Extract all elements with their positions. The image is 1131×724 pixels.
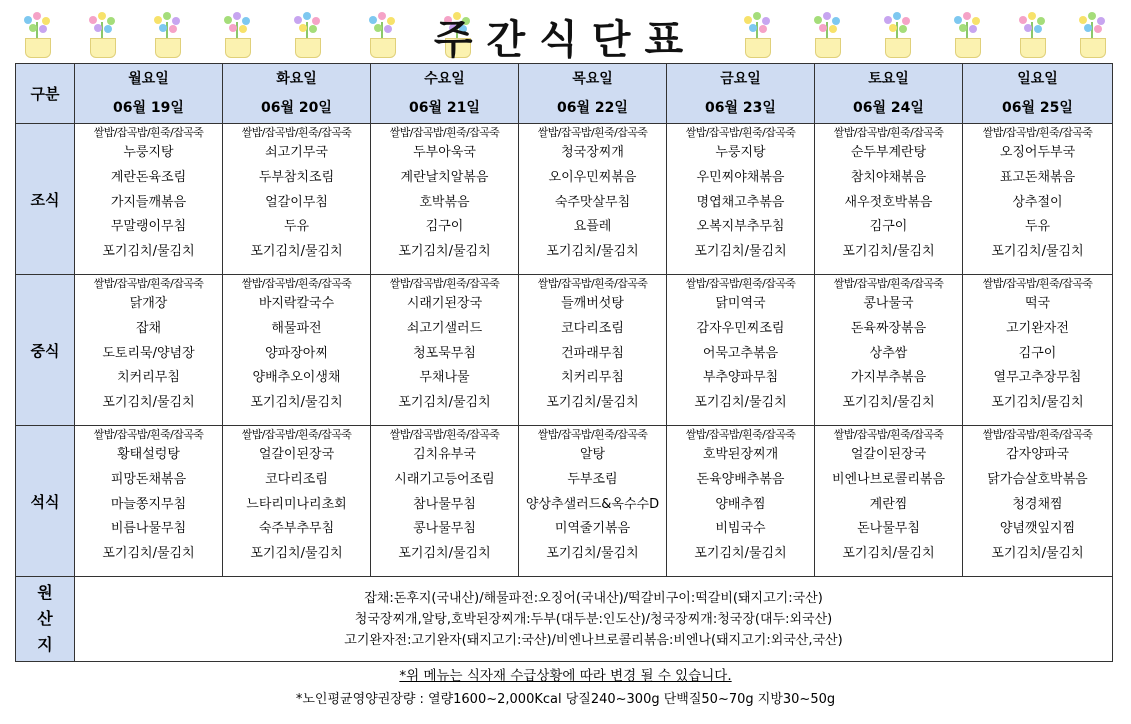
menu-item: 포기김치/물김치 [102,244,195,260]
menu-item: 오이우민찌볶음 [548,169,637,185]
menu-item: 순두부계란탕 [850,145,927,160]
menu-item: 명엽채고추볶음 [696,194,785,210]
rice-options: 쌀밥/잡곡밥/흰죽/잡곡죽 [93,126,204,139]
day-header-tue [223,64,371,124]
menu-item: 건파래무침 [561,345,624,361]
dinner-row [16,426,1113,577]
day-date: 06월 20일 [261,99,332,116]
menu-cell [75,124,223,275]
menu-item: 도토리묵/양념장 [102,345,195,361]
category-header: 구분 [16,64,75,124]
footer-note: *위 메뉴는 식자재 수급상황에 따라 변경 될 수 있습니다. [399,668,732,684]
menu-item: 쇠고기무국 [265,145,328,160]
rice-options: 쌀밥/잡곡밥/흰죽/잡곡죽 [241,428,352,441]
menu-item: 포기김치/물김치 [991,546,1084,562]
menu-item: 돈육양배추볶음 [696,471,785,487]
menu-item: 포기김치/물김치 [546,546,639,562]
menu-cell [223,275,371,426]
menu-item: 상추절이 [1012,194,1063,210]
menu-item: 포기김치/물김치 [102,395,195,411]
menu-item: 잡채 [135,320,162,336]
menu-item: 우민찌야채볶음 [696,169,785,185]
menu-item: 바지락칼국수 [258,296,335,311]
menu-item: 두부참치조림 [258,169,335,185]
rice-options: 쌀밥/잡곡밥/흰죽/잡곡죽 [537,277,648,290]
menu-item: 포기김치/물김치 [398,546,491,562]
menu-cell [519,275,667,426]
rice-options: 쌀밥/잡곡밥/흰죽/잡곡죽 [389,428,500,441]
menu-item: 포기김치/물김치 [694,395,787,411]
menu-item: 두유 [1024,219,1051,235]
menu-item: 표고돈채볶음 [999,169,1076,185]
menu-cell [519,124,667,275]
day-name: 화요일 [276,70,317,87]
day-header-sat [815,64,963,124]
menu-item: 숙주맛살무침 [554,194,631,210]
rice-options: 쌀밥/잡곡밥/흰죽/잡곡죽 [537,126,648,139]
day-header-thu [519,64,667,124]
menu-cell [519,426,667,577]
menu-item: 열무고추장무침 [993,370,1082,386]
menu-item: 고기완자전 [1006,320,1069,336]
menu-item: 어묵고추볶음 [702,345,779,361]
menu-item: 치커리무침 [561,370,624,386]
menu-cell [963,275,1113,426]
menu-item: 양배추찜 [715,496,766,512]
menu-item: 얼갈이된장국 [850,447,927,462]
menu-item: 가지들깨볶음 [110,194,187,210]
rice-options: 쌀밥/잡곡밥/흰죽/잡곡죽 [685,428,796,441]
rice-options: 쌀밥/잡곡밥/흰죽/잡곡죽 [241,126,352,139]
menu-item: 포기김치/물김치 [842,546,935,562]
menu-item: 코다리조림 [561,320,624,336]
rice-options: 쌀밥/잡곡밥/흰죽/잡곡죽 [982,277,1093,290]
menu-item: 비빔국수 [715,521,766,537]
day-name: 금요일 [720,70,761,87]
menu-cell [75,426,223,577]
origin-label-char: 산 [37,609,53,628]
menu-cell [667,124,815,275]
origin-row [16,577,1113,662]
menu-item: 호박볶음 [419,194,470,210]
breakfast-label: 조식 [16,124,75,275]
menu-item: 포기김치/물김치 [102,546,195,562]
rice-options: 쌀밥/잡곡밥/흰죽/잡곡죽 [389,277,500,290]
menu-item: 느타리미나리초회 [246,496,347,512]
rice-options: 쌀밥/잡곡밥/흰죽/잡곡죽 [389,126,500,139]
menu-item: 참치야채볶음 [850,169,927,185]
menu-item: 참나물무침 [413,496,476,512]
day-date: 06월 24일 [853,99,924,116]
day-name: 수요일 [424,70,465,87]
menu-item: 포기김치/물김치 [694,546,787,562]
menu-item: 감자우민찌조림 [696,320,785,336]
rice-options: 쌀밥/잡곡밥/흰죽/잡곡죽 [685,126,796,139]
rice-options: 쌀밥/잡곡밥/흰죽/잡곡죽 [982,428,1093,441]
origin-info [75,577,1113,662]
menu-item: 포기김치/물김치 [398,395,491,411]
menu-item: 양파장아찌 [265,345,328,361]
menu-item: 포기김치/물김치 [398,244,491,260]
menu-item: 부추양파무침 [702,370,779,386]
menu-cell [371,124,519,275]
menu-item: 포기김치/물김치 [842,395,935,411]
menu-item: 오징어두부국 [999,145,1076,160]
origin-label-char: 지 [37,635,53,654]
day-date: 06월 22일 [557,99,628,116]
menu-item: 비름나물무침 [110,521,187,537]
origin-line: 잡채:돈후지(국내산)/해물파전:오징어(국내산)/떡갈비구이:떡갈비(돼지고기:국산) [364,590,823,606]
menu-item: 쇠고기샐러드 [406,320,483,336]
menu-item: 호박된장찌개 [702,447,779,462]
menu-item: 얼갈이무침 [265,194,328,210]
menu-cell [963,124,1113,275]
day-date: 06월 19일 [113,99,184,116]
day-header-fri [667,64,815,124]
menu-item: 포기김치/물김치 [991,244,1084,260]
menu-item: 무채나물 [419,370,470,386]
day-header-mon [75,64,223,124]
menu-item: 상추쌈 [869,345,908,361]
menu-item: 가지부추볶음 [850,370,927,386]
menu-item: 포기김치/물김치 [694,244,787,260]
menu-item: 코다리조림 [265,471,328,487]
menu-item: 새우젓호박볶음 [844,194,933,210]
dinner-label: 석식 [16,426,75,577]
lunch-row [16,275,1113,426]
origin-line: 청국장찌개,알탕,호박된장찌개:두부(대두분:인도산)/청국장찌개:청국장(대두:외국산) [354,611,833,627]
rice-options: 쌀밥/잡곡밥/흰죽/잡곡죽 [833,126,944,139]
menu-item: 양상추샐러드&옥수수D [525,496,660,512]
menu-item: 청경채찜 [1012,496,1063,512]
lunch-label: 중식 [16,275,75,426]
menu-item: 감자양파국 [1006,447,1069,462]
menu-item: 누룽지탕 [123,145,174,160]
menu-item: 포기김치/물김치 [250,244,343,260]
rice-options: 쌀밥/잡곡밥/흰죽/잡곡죽 [833,428,944,441]
menu-item: 닭미역국 [715,296,766,311]
menu-item: 요플레 [573,219,612,235]
menu-cell [815,426,963,577]
menu-item: 시래기고등어조림 [394,471,495,487]
menu-item: 포기김치/물김치 [546,395,639,411]
menu-item: 포기김치/물김치 [250,395,343,411]
menu-item: 김구이 [869,219,908,235]
menu-item: 포기김치/물김치 [250,546,343,562]
menu-item: 청국장찌개 [561,145,624,160]
menu-item: 두유 [283,219,310,235]
menu-item: 비엔나브로콜리볶음 [831,471,946,487]
rice-options: 쌀밥/잡곡밥/흰죽/잡곡죽 [982,126,1093,139]
menu-item: 포기김치/물김치 [991,395,1084,411]
header-row [16,64,1113,124]
menu-item: 황태설렁탕 [117,447,180,462]
menu-cell [223,426,371,577]
menu-item: 미역줄기볶음 [554,521,631,537]
menu-item: 김치유부국 [413,447,476,462]
rice-options: 쌀밥/잡곡밥/흰죽/잡곡죽 [537,428,648,441]
day-name: 토요일 [868,70,909,87]
menu-cell [371,426,519,577]
rice-options: 쌀밥/잡곡밥/흰죽/잡곡죽 [93,277,204,290]
menu-item: 김구이 [425,219,464,235]
menu-item: 해물파전 [271,320,322,336]
menu-item: 돈나물무침 [857,521,920,537]
menu-item: 포기김치/물김치 [546,244,639,260]
menu-item: 계란돈육조림 [110,169,187,185]
menu-item: 닭가슴살호박볶음 [987,471,1088,487]
menu-cell [371,275,519,426]
menu-cell [963,426,1113,577]
menu-cell [75,275,223,426]
menu-item: 닭개장 [129,296,168,311]
menu-item: 알탕 [579,447,606,462]
rice-options: 쌀밥/잡곡밥/흰죽/잡곡죽 [93,428,204,441]
menu-item: 양념깻잎지찜 [999,521,1076,537]
menu-item: 들깨버섯탕 [561,296,624,311]
menu-item: 포기김치/물김치 [842,244,935,260]
menu-item: 얼갈이된장국 [258,447,335,462]
nutrition-note: *노인평균영양권장량 : 열량1600~2,000Kcal 당질240~300g 단백질50~70g 지방30~50g [295,692,836,707]
day-name: 월요일 [128,70,169,87]
menu-item: 계란날치알볶음 [400,169,489,185]
origin-line: 고기완자전:고기완자(돼지고기:국산)/비엔나브로콜리볶음:비엔나(돼지고기:외국산,국산) [344,632,843,648]
day-date: 06월 21일 [409,99,480,116]
breakfast-row [16,124,1113,275]
rice-options: 쌀밥/잡곡밥/흰죽/잡곡죽 [833,277,944,290]
menu-item: 두부아욱국 [413,145,476,160]
menu-item: 숙주부추무침 [258,521,335,537]
menu-item: 청포묵무침 [413,345,476,361]
page-header [0,0,1131,62]
menu-cell [223,124,371,275]
day-header-sun [963,64,1113,124]
menu-item: 마늘쫑지무침 [110,496,187,512]
menu-item: 누룽지탕 [715,145,766,160]
menu-cell [667,426,815,577]
menu-item: 콩나물국 [863,296,914,311]
menu-cell [815,275,963,426]
menu-item: 무말랭이무침 [110,219,187,235]
rice-options: 쌀밥/잡곡밥/흰죽/잡곡죽 [685,277,796,290]
menu-item: 치커리무침 [117,370,180,386]
day-date: 06월 25일 [1002,99,1073,116]
menu-item: 두부조림 [567,471,618,487]
menu-cell [667,275,815,426]
rice-options: 쌀밥/잡곡밥/흰죽/잡곡죽 [241,277,352,290]
day-name: 목요일 [572,70,613,87]
day-date: 06월 23일 [705,99,776,116]
day-name: 일요일 [1017,70,1058,87]
menu-cell [815,124,963,275]
menu-item: 양배추오이생채 [252,370,341,386]
menu-item: 떡국 [1024,296,1051,311]
menu-item: 김구이 [1018,345,1057,361]
weekly-menu-table [15,63,1113,662]
day-header-wed [371,64,519,124]
menu-item: 피망돈채볶음 [110,471,187,487]
origin-label [16,577,75,662]
page-title: 주간식단표 [433,17,698,63]
menu-item: 돈육짜장볶음 [850,320,927,336]
menu-item: 시래기된장국 [406,296,483,311]
origin-label-char: 원 [37,583,53,602]
menu-item: 오복지부추무침 [696,219,785,235]
menu-item: 계란찜 [869,496,908,512]
menu-item: 콩나물무침 [413,521,476,537]
